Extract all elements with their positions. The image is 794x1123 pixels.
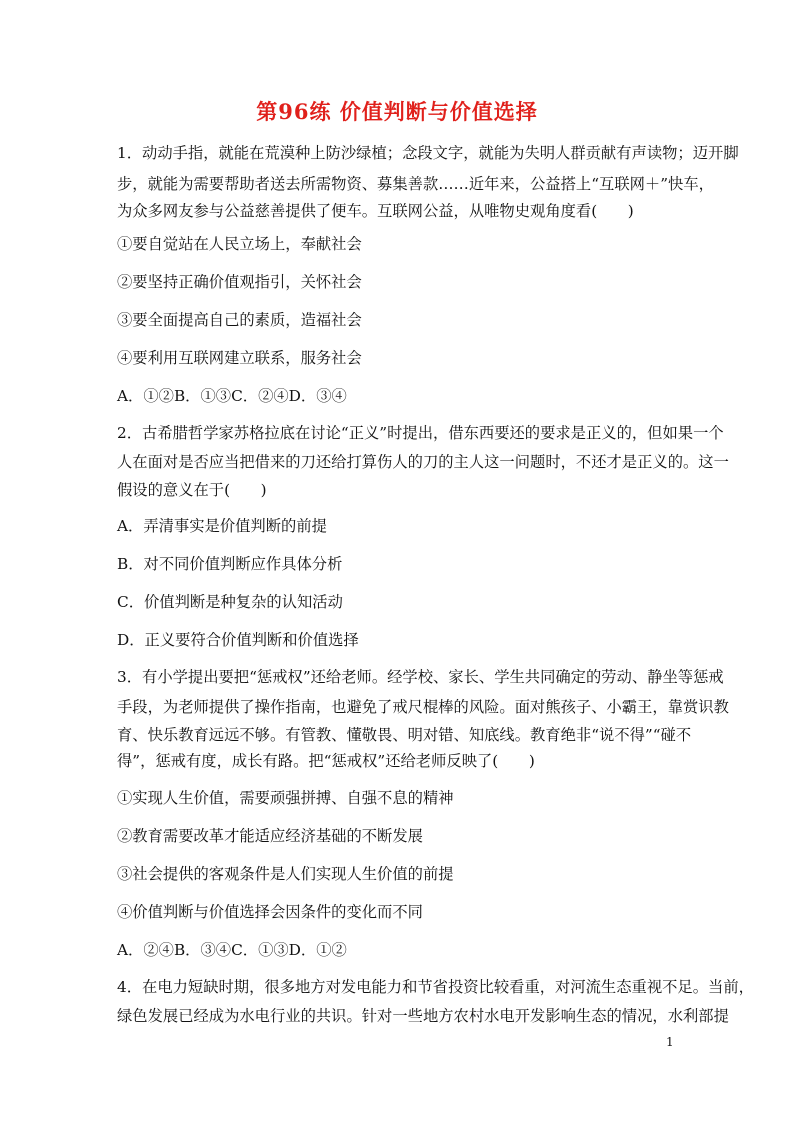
q3-option-1: ①实现人生价值，需要顽强拼搏、自强不息的精神: [117, 789, 454, 807]
q3-stem-line-3: 育、快乐教育远远不够。有管教、懂敬畏、明对错、知底线。教育绝非“说不得”“碰不: [117, 726, 692, 744]
q3-option-2: ②教育需要改革才能适应经济基础的不断发展: [117, 827, 423, 845]
q1-option-1: ①要自觉站在人民立场上，奉献社会: [117, 235, 362, 253]
q2-stem-line-2: 人在面对是否应当把借来的刀还给打算伤人的刀的主人这一问题时，不还才是正义的。这一: [117, 453, 729, 471]
q3-option-4: ④价值判断与价值选择会因条件的变化而不同: [117, 903, 423, 921]
q2-stem-line-3: 假设的意义在于( ): [117, 481, 267, 499]
page-title: 第96练 价值判断与价值选择: [256, 99, 538, 124]
q2-choice-c: C．价值判断是种复杂的认知活动: [117, 593, 343, 611]
q1-option-4: ④要利用互联网建立联系，服务社会: [117, 349, 362, 367]
q2-choice-a: A．弄清事实是价值判断的前提: [117, 517, 327, 535]
q1-stem-line-1: 1．动动手指，就能在荒漠种上防沙绿植；念段文字，就能为失明人群贡献有声读物；迈开脚: [117, 144, 739, 162]
q2-choice-b: B．对不同价值判断应作具体分析: [117, 555, 343, 573]
q3-choices: A．②④B．③④C．①③D．①②: [117, 941, 347, 959]
q1-option-2: ②要坚持正确价值观指引，关怀社会: [117, 273, 362, 291]
q3-stem-line-1: 3．有小学提出要把“惩戒权”还给老师。经学校、家长、学生共同确定的劳动、静坐等惩戒: [117, 668, 724, 686]
q4-stem-line-1: 4．在电力短缺时期，很多地方对发电能力和节省投资比较看重，对河流生态重视不足。当前，: [117, 978, 754, 996]
q2-choice-d: D．正义要符合价值判断和价值选择: [117, 631, 359, 649]
q1-option-3: ③要全面提高自己的素质，造福社会: [117, 311, 362, 329]
q1-choices: A．①②B．①③C．②④D．③④: [117, 387, 347, 405]
q1-stem-line-3: 为众多网友参与公益慈善提供了便车。互联网公益，从唯物史观角度看( ): [117, 202, 634, 220]
q1-stem-line-2: 步，就能为需要帮助者送去所需物资、募集善款……近年来，公益搭上“互联网＋”快车，: [117, 175, 714, 193]
q3-stem-line-2: 手段，为老师提供了操作指南，也避免了戒尺棍棒的风险。面对熊孩子、小霸王，靠赏识教: [117, 698, 729, 716]
page-number: 1: [666, 1035, 674, 1049]
q2-stem-line-1: 2．古希腊哲学家苏格拉底在讨论“正义”时提出，借东西要还的要求是正义的，但如果一个: [117, 424, 724, 442]
q3-stem-line-4: 得”，惩戒有度，成长有路。把“惩戒权”还给老师反映了( ): [117, 752, 535, 770]
q4-stem-line-2: 绿色发展已经成为水电行业的共识。针对一些地方农村水电开发影响生态的情况，水利部提: [117, 1007, 729, 1025]
q3-option-3: ③社会提供的客观条件是人们实现人生价值的前提: [117, 865, 454, 883]
